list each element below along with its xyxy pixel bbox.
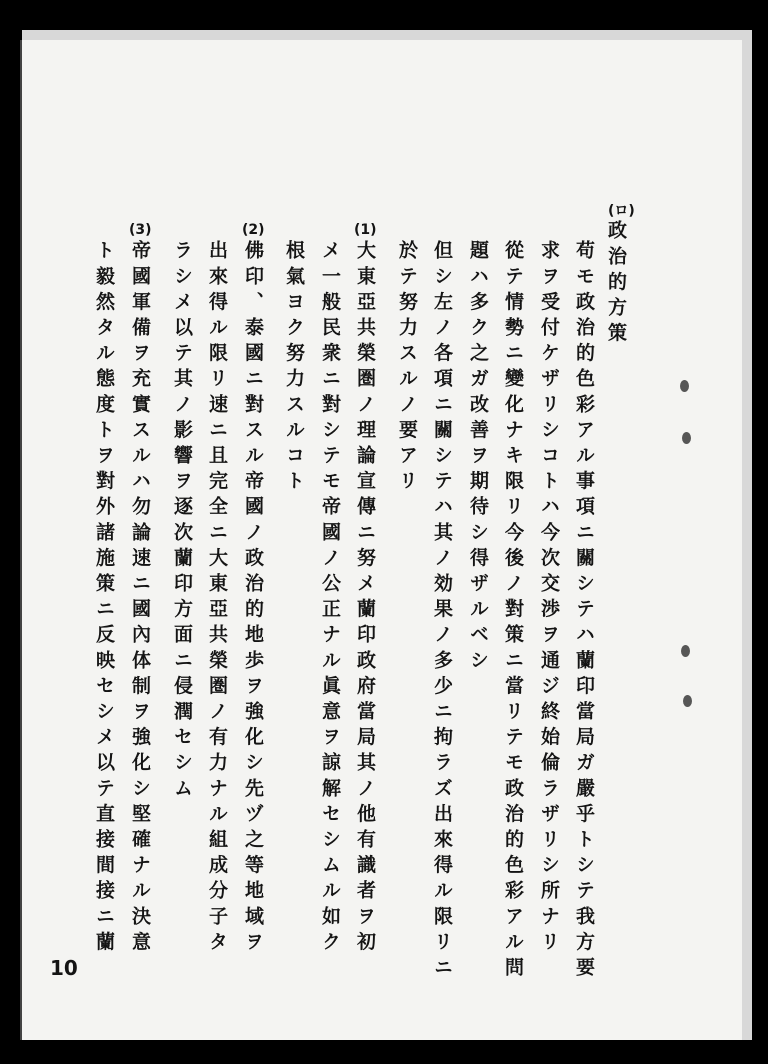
- text-line: 帝國軍備ヲ充實スルハ勿論速ニ國內体制ヲ強化シ堅確ナル決意: [129, 240, 151, 957]
- text-line: 題ハ多ク之ガ改善ヲ期待シ得ザルベシ: [467, 240, 489, 676]
- item-marker: (3): [129, 222, 152, 238]
- item-marker: (2): [242, 222, 265, 238]
- item-marker: (1): [354, 222, 377, 238]
- document-page: [20, 40, 742, 1040]
- text-line: 從テ情勢ニ變化ナキ限リ今後ノ對策ニ當リテモ政治的色彩アル問: [502, 240, 524, 983]
- page-number: 10: [50, 956, 78, 980]
- text-line: 求ヲ受付ケザリシコトハ今次交渉ヲ通ジ終始倫ラザリシ所ナリ: [538, 240, 560, 957]
- text-line: ラシメ以テ其ノ影響ヲ逐次蘭印方面ニ侵潤セシム: [171, 240, 193, 804]
- text-line: ト毅然タル態度トヲ對外諸施策ニ反映セシメ以テ直接間接ニ蘭: [93, 240, 115, 957]
- scan-spot: [682, 432, 691, 444]
- text-line: 出來得ル限リ速ニ且完全ニ大東亞共榮圏ノ有力ナル組成分子タ: [206, 240, 228, 957]
- text-line: 根氣ヨク努力スルコト: [283, 240, 305, 496]
- text-line: メ一般民衆ニ對シテモ帝國ノ公正ナル眞意ヲ諒解セシムル如ク: [319, 240, 341, 957]
- text-line: 於テ努力スルノ要アリ: [396, 240, 418, 496]
- text-line: 佛印、泰國ニ對スル帝國ノ政治的地歩ヲ強化シ先ヅ之等地域ヲ: [242, 240, 264, 957]
- scan-spot: [681, 645, 690, 657]
- scan-spot: [683, 695, 692, 707]
- section-marker: (ロ): [608, 203, 635, 219]
- section-title: 政治的方策: [605, 220, 627, 348]
- scan-spot: [680, 380, 689, 392]
- text-line: 苟モ政治的色彩アル事項ニ關シテハ蘭印當局ガ嚴乎トシテ我方要: [573, 240, 595, 983]
- text-line: 但シ左ノ各項ニ關シテハ其ノ効果ノ多少ニ拘ラズ出來得ル限リニ: [431, 240, 453, 983]
- text-line: 大東亞共榮圏ノ理論宣傳ニ努メ蘭印政府當局其ノ他有識者ヲ初: [354, 240, 376, 957]
